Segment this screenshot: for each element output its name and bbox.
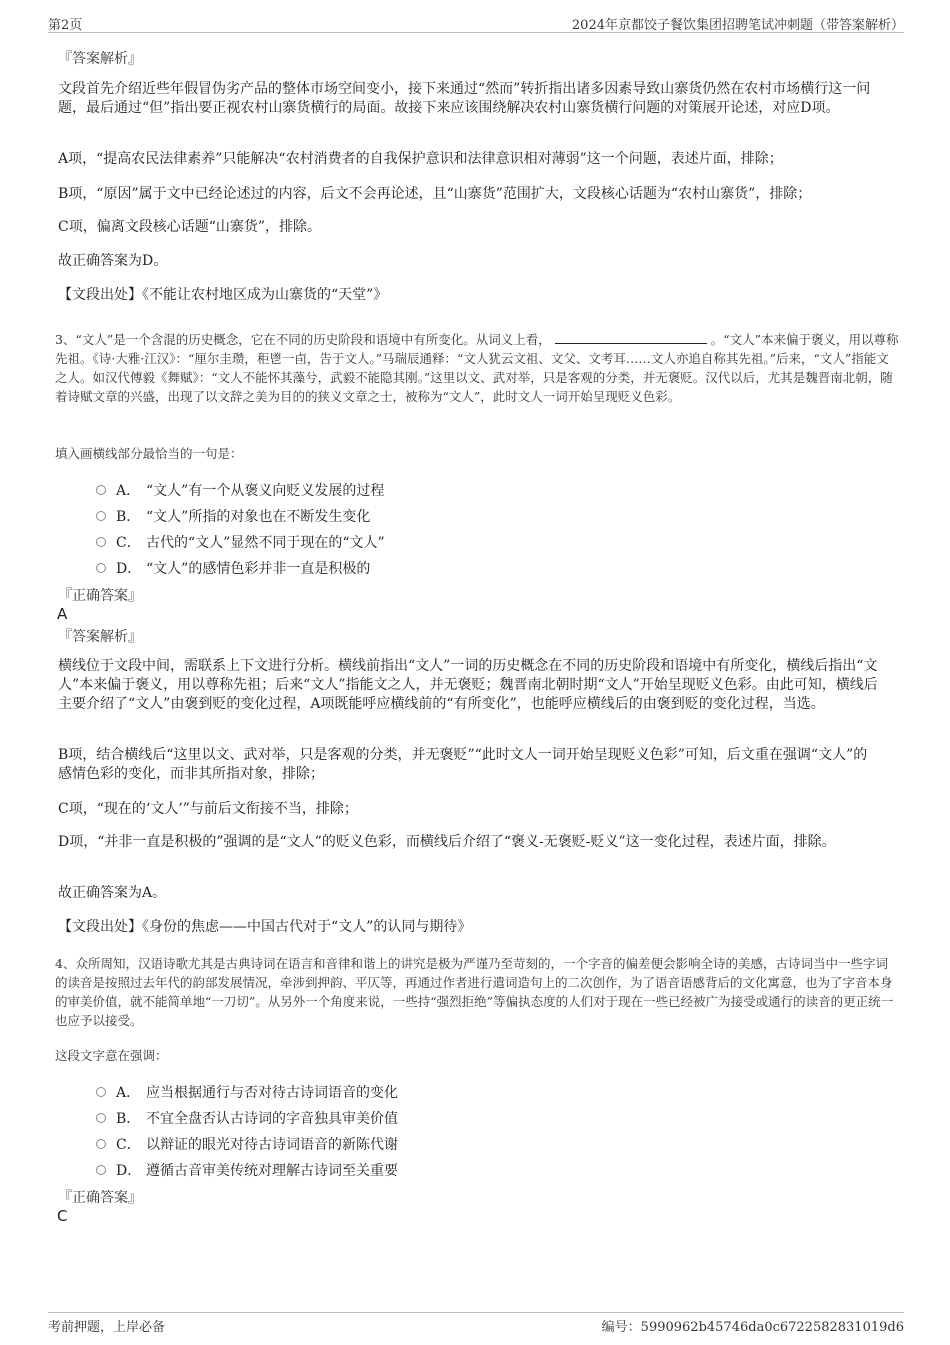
analysis-paragraph: 文段首先介绍近些年假冒伪劣产品的整体市场空间变小，接下来通过“然而”转折指出诸多因素导致山寨货仍然在农村市场横行这一问题，最后通过“但”指出要正视农村山寨货横行的局面。故接下来应该围绕解决农村山寨货横行问题的对策展开论述，对应D项。: [58, 81, 871, 116]
page-footer: [48, 1312, 904, 1333]
radio-icon[interactable]: [96, 563, 106, 573]
option-d[interactable]: D． “文人”的感情色彩并非一直是积极的: [96, 558, 370, 578]
analysis-option-c: C项，偏离文段核心话题“山寨货”，排除。: [58, 219, 322, 235]
stem-part-1: 3、“文人”是一个含混的历史概念，它在不同的历史阶段和语境中有所变化。从词义上看，: [55, 332, 551, 347]
correct-answer-label: 『正确答案』: [58, 588, 142, 604]
analysis-label: 『答案解析』: [58, 629, 142, 645]
document-title: 2024年京都饺子餐饮集团招聘笔试冲刺题（带答案解析）: [571, 18, 904, 33]
radio-icon[interactable]: [96, 1113, 106, 1123]
radio-icon[interactable]: [96, 1165, 106, 1175]
page-header: [48, 12, 904, 33]
analysis-option-a: A项，“提高农民法律素养”只能解决“农村消费者的自我保护意识和法律意识相对薄弱”这一个问题，表述片面，排除；: [58, 151, 783, 167]
radio-icon[interactable]: [96, 537, 106, 547]
stem-part-2: 。“文人”本来偏于褒义，用以尊称先祖。《诗·大雅·江汉》：“厘尔圭瓒，秬鬯一卣，告于文人。”马瑞辰通释：“文人犹云文祖、文父、文考耳……文人亦追自称其先祖。”后来，“文人”指能文之人。如汉代傅毅《舞赋》：“文人不能怀其藻兮，武毅不能隐其刚。”这里以文、武对举，只是客观的分类，并无褒贬。汉代以后，尤其是魏晋南北朝，随着诗赋文章的兴盛，出现了以文辞之美为目的的狭义文章之士，被称为“文人”，此时文人一词开始呈现贬义色彩。: [55, 332, 899, 404]
radio-icon[interactable]: [96, 485, 106, 495]
analysis-option-b: B项，结合横线后“这里以文、武对举，只是客观的分类，并无褒贬”“此时文人一词开始呈现贬义色彩”可知，后文重在强调“文人”的感情色彩的变化，而非其所指对象，排除；: [58, 747, 868, 782]
option-b[interactable]: B． “文人”所指的对象也在不断发生变化: [96, 506, 370, 526]
document-serial: 编号：5990962b45746da0c6722582831019d6: [601, 1320, 904, 1335]
correct-answer: A: [57, 605, 68, 623]
radio-icon[interactable]: [96, 1139, 106, 1149]
answer-conclusion: 故正确答案为D。: [58, 253, 168, 269]
question-4-prompt: 这段文字意在强调：: [55, 1048, 168, 1063]
option-c[interactable]: C． 以辩证的眼光对待古诗词语音的新陈代谢: [96, 1134, 398, 1154]
question-4-stem: 4、众所周知，汉语诗歌尤其是古典诗词在语言和音律和谐上的讲究是极为严谨乃至苛刻的，一个字音的偏差便会影响全诗的美感，古诗词当中一些字词的读音是按照过去年代的韵部发展情况，牵涉到押韵、平仄等，再通过作者进行遣词造句上的二次创作，为了语音语感背后的文化寓意，也为了字音本身的审美价值，就不能简单地“一刀切”。从另外一个角度来说，一些持“强烈拒绝”等偏执态度的人们对于现在一些已经被广为接受或通行的读音的更正统一也应予以接受。: [55, 956, 894, 1028]
analysis-option-b: B项，“原因”属于文中已经论述过的内容，后文不会再论述，且“山寨货”范围扩大，文段核心话题为“农村山寨货”，排除；: [58, 186, 812, 202]
question-3-prompt: 填入画横线部分最恰当的一句是：: [55, 446, 243, 461]
option-a[interactable]: A． 应当根据通行与否对待古诗词语音的变化: [96, 1082, 398, 1102]
analysis-option-d: D项，“并非一直是积极的”强调的是“文人”的贬义色彩，而横线后介绍了“褒义-无褒贬-贬义”这一变化过程，表述片面，排除。: [58, 834, 836, 850]
radio-icon[interactable]: [96, 511, 106, 521]
correct-answer-label: 『正确答案』: [58, 1190, 142, 1206]
option-a[interactable]: A． “文人”有一个从褒义向贬义发展的过程: [96, 480, 384, 500]
page-number: 第2页: [48, 18, 83, 33]
option-c[interactable]: C． 古代的“文人”显然不同于现在的“文人”: [96, 532, 385, 552]
option-d[interactable]: D． 遵循古音审美传统对理解古诗词至关重要: [96, 1160, 398, 1180]
passage-source: 【文段出处】《不能让农村地区成为山寨货的“天堂”》: [58, 287, 388, 303]
radio-icon[interactable]: [96, 1087, 106, 1097]
question-3-stem: [55, 330, 900, 406]
correct-answer: C: [57, 1207, 68, 1225]
analysis-label: 『答案解析』: [58, 51, 142, 67]
footer-slogan: 考前押题，上岸必备: [48, 1320, 166, 1335]
analysis-paragraph: 横线位于文段中间，需联系上下文进行分析。横线前指出“文人”一词的历史概念在不同的历史阶段和语境中有所变化，横线后指出“文人”本来偏于褒义，用以尊称先祖；后来“文人”指能文之人，并无褒贬；魏晋南北朝时期“文人”开始呈现贬义色彩。由此可知，横线后主要介绍了“文人”由褒到贬的变化过程，A项既能呼应横线前的“有所变化”，也能呼应横线后的由褒到贬的变化过程，当选。: [58, 658, 878, 712]
analysis-option-c: C项，“现在的‘文人’”与前后文衔接不当，排除；: [58, 801, 358, 817]
option-b[interactable]: B． 不宜全盘否认古诗词的字音独具审美价值: [96, 1108, 398, 1128]
answer-conclusion: 故正确答案为A。: [58, 885, 167, 901]
fill-blank-line: [555, 331, 707, 344]
passage-source: 【文段出处】《身份的焦虑——中国古代对于“文人”的认同与期待》: [58, 919, 472, 935]
